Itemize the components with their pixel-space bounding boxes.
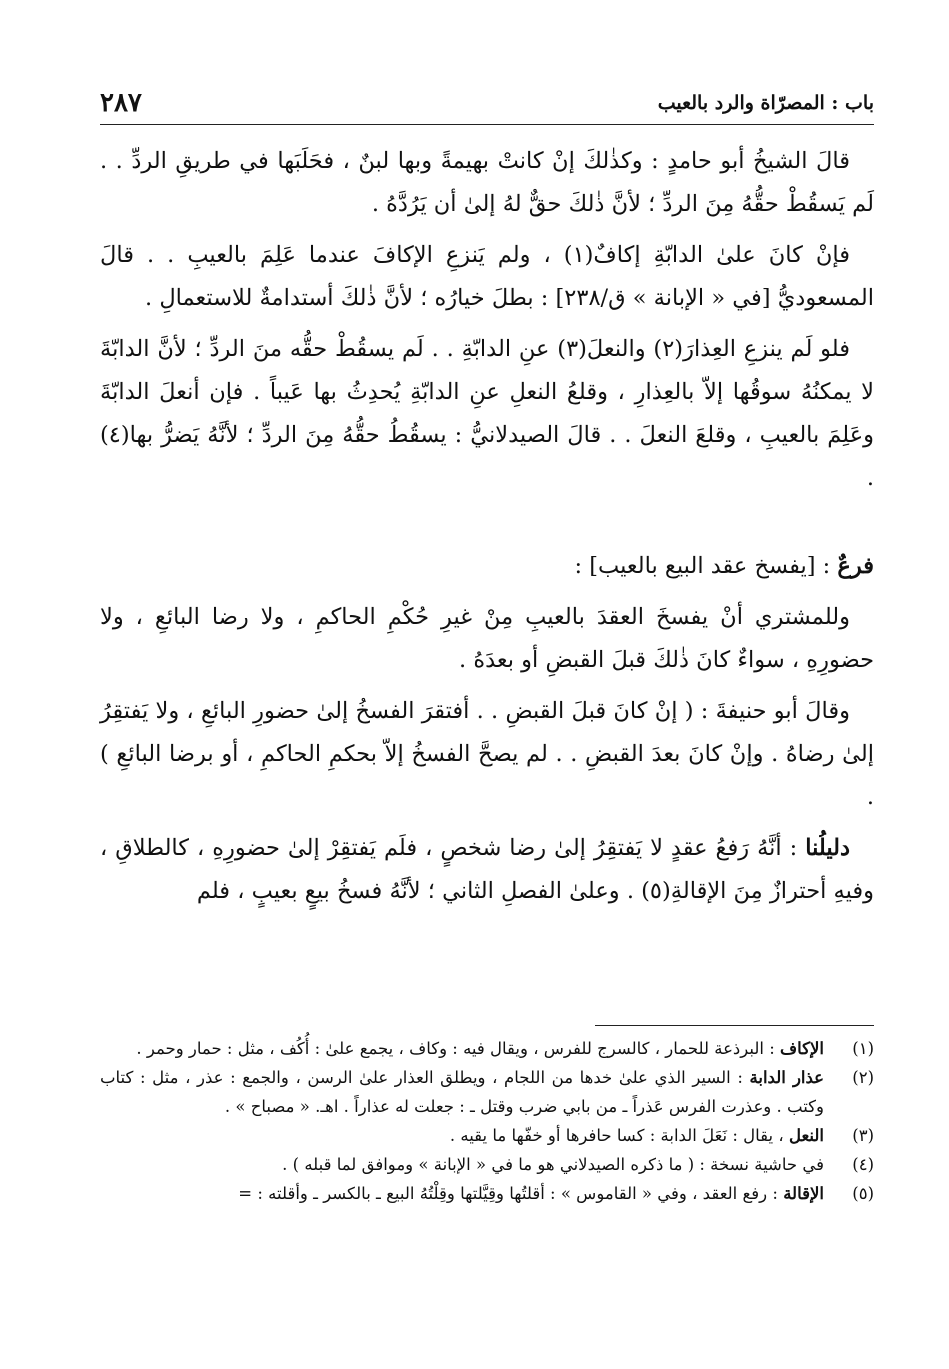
main-text bbox=[100, 140, 874, 921]
footnote-term: الإكاف bbox=[780, 1039, 824, 1058]
heading-label: فرعٌ bbox=[837, 553, 874, 579]
footnote-body bbox=[100, 1179, 824, 1208]
footnote-body bbox=[100, 1121, 824, 1150]
argument-label: دليلُنا bbox=[805, 835, 850, 861]
argument-text: : أنَّهُ رَفعُ عقدٍ لا يَفتقِرُ إلىٰ رضا شخصٍ ، فلَم يَفتقِرْ إلىٰ حضورِهِ ، كالطلاقِ ، وفيهِ أحترازٌ مِنَ الإقالةِ(٥) . وعلىٰ الفصلِ الثاني ؛ لأنَّهُ فسخُ بيعٍ بعيبٍ ، فلم bbox=[100, 835, 874, 904]
footnote bbox=[100, 1063, 874, 1121]
footnote-number: (١) bbox=[852, 1039, 874, 1058]
page-number: ٢٨٧ bbox=[100, 88, 142, 118]
footnote bbox=[100, 1179, 874, 1208]
paragraph: وقالَ أبو حنيفةَ : ( إنْ كانَ قبلَ القبضِ . . أفتقرَ الفسخُ إلىٰ حضورِ البائعِ ، ولا يَفتقِرُ إلىٰ رضاهُ . وإنْ كانَ بعدَ القبضِ . . لم يصحَّ الفسخُ إلاّ بحكمِ الحاكمِ ، أو برضا البائعِ ) . bbox=[100, 698, 874, 810]
footnote-number: (٣) bbox=[852, 1126, 874, 1145]
footnote-number: (٥) bbox=[852, 1184, 874, 1203]
paragraph: فإنْ كانَ علىٰ الدابّةِ إكافٌ(١) ، ولم يَنزعِ الإكافَ عندما عَلِمَ بالعيبِ . . قالَ المسعوديُّ [في « الإبانة » ق/٢٣٨] : بطلَ خيارُه ؛ لأنَّ ذٰلكَ أستدامةٌ للاستعمالِ . bbox=[100, 242, 874, 311]
footnote-term: عذار الدابة bbox=[749, 1068, 824, 1087]
footnote-text: : رفع العقد ، وفي « القاموس » : أقلتُها وقِيَّلتها وقِلْتُهُ البيع ـ بالكسر ـ وأقلته : = bbox=[238, 1184, 784, 1203]
section-heading bbox=[100, 545, 874, 588]
running-title: باب : المصرّاة والرد بالعيب bbox=[657, 92, 874, 114]
paragraph: قالَ الشيخُ أبو حامدٍ : وكذٰلكَ إنْ كانتْ بهيمةً وبها لبنٌ ، فحَلَبَها في طريقِ الردِّ . . لَم يَسقُطْ حقُّهُ مِنَ الردِّ ؛ لأنَّ ذٰلكَ حقٌّ لهُ إلىٰ أن يَرُدَّهُ . bbox=[100, 148, 874, 217]
paragraph bbox=[100, 827, 874, 913]
footnotes bbox=[100, 1034, 874, 1208]
footnote-text: ، يقال : نَعَلَ الدابة : كسا حافرها أو خفّها ما يقيه . bbox=[449, 1126, 789, 1145]
heading-text: : [يفسخ عقد البيع بالعيب] : bbox=[574, 553, 838, 579]
footnote bbox=[100, 1150, 874, 1179]
footnote-text: في حاشية نسخة : ( ما ذكره الصيدلاني هو ما في « الإبانة » وموافق لما قبله ) . bbox=[282, 1155, 824, 1174]
footnote-body bbox=[100, 1063, 824, 1121]
footnote bbox=[100, 1121, 874, 1150]
footnote-body bbox=[100, 1034, 824, 1063]
footnote bbox=[100, 1034, 874, 1063]
footnote-text: : البرذعة للحمار ، كالسرج للفرس ، ويقال فيه : وكاف ، يجمع علىٰ : أُكُف ، مثل : حمار وحمر . bbox=[136, 1039, 781, 1058]
footnote-number: (٤) bbox=[852, 1155, 874, 1174]
footnote-text: : السير الذي علىٰ خدها من اللجام ، ويطلق العذار علىٰ الرسن ، والجمع : عذر ، مثل : كتاب وكتب . وعذرت الفرس عَذراً ـ من بابي ضرب وقتل ـ : جعلت له عذاراً . اهـ. « مصباح » . bbox=[100, 1068, 824, 1116]
footnote-body bbox=[100, 1150, 824, 1179]
header-rule bbox=[100, 124, 874, 125]
paragraph: وللمشتري أنْ يفسخَ العقدَ بالعيبِ مِنْ غيرِ حُكْمِ الحاكمِ ، ولا رضا البائعِ ، ولا حضورِهِ ، سواءٌ كانَ ذٰلكَ قبلَ القبضِ أو بعدَهُ . bbox=[100, 604, 874, 673]
page-header bbox=[100, 88, 874, 120]
footnote-term: الإقالة bbox=[783, 1184, 824, 1203]
footnote-rule bbox=[595, 1025, 874, 1026]
footnote-number: (٢) bbox=[852, 1068, 874, 1087]
footnote-term: النعل bbox=[788, 1126, 824, 1145]
paragraph: فلو لَم ينزعِ العِذارَ(٢) والنعلَ(٣) عنِ الدابّةِ . . لَم يسقُطْ حقُّه منَ الردِّ ؛ لأنَّ الدابّةَ لا يمكنُهُ سوقُها إلاّ بالعِذارِ ، وقلعُ النعلِ عنِ الدابّةِ يُحدِثُ بها عَيباً . فإن أنعلَ الدابّةَ وعَلِمَ بالعيبِ ، وقلعَ النعلَ . . قالَ الصيدلانيُّ : يسقُطُ حقُّهُ مِنَ الردِّ ؛ لأنَّهُ يَضرُّ بها(٤) . bbox=[100, 336, 874, 491]
